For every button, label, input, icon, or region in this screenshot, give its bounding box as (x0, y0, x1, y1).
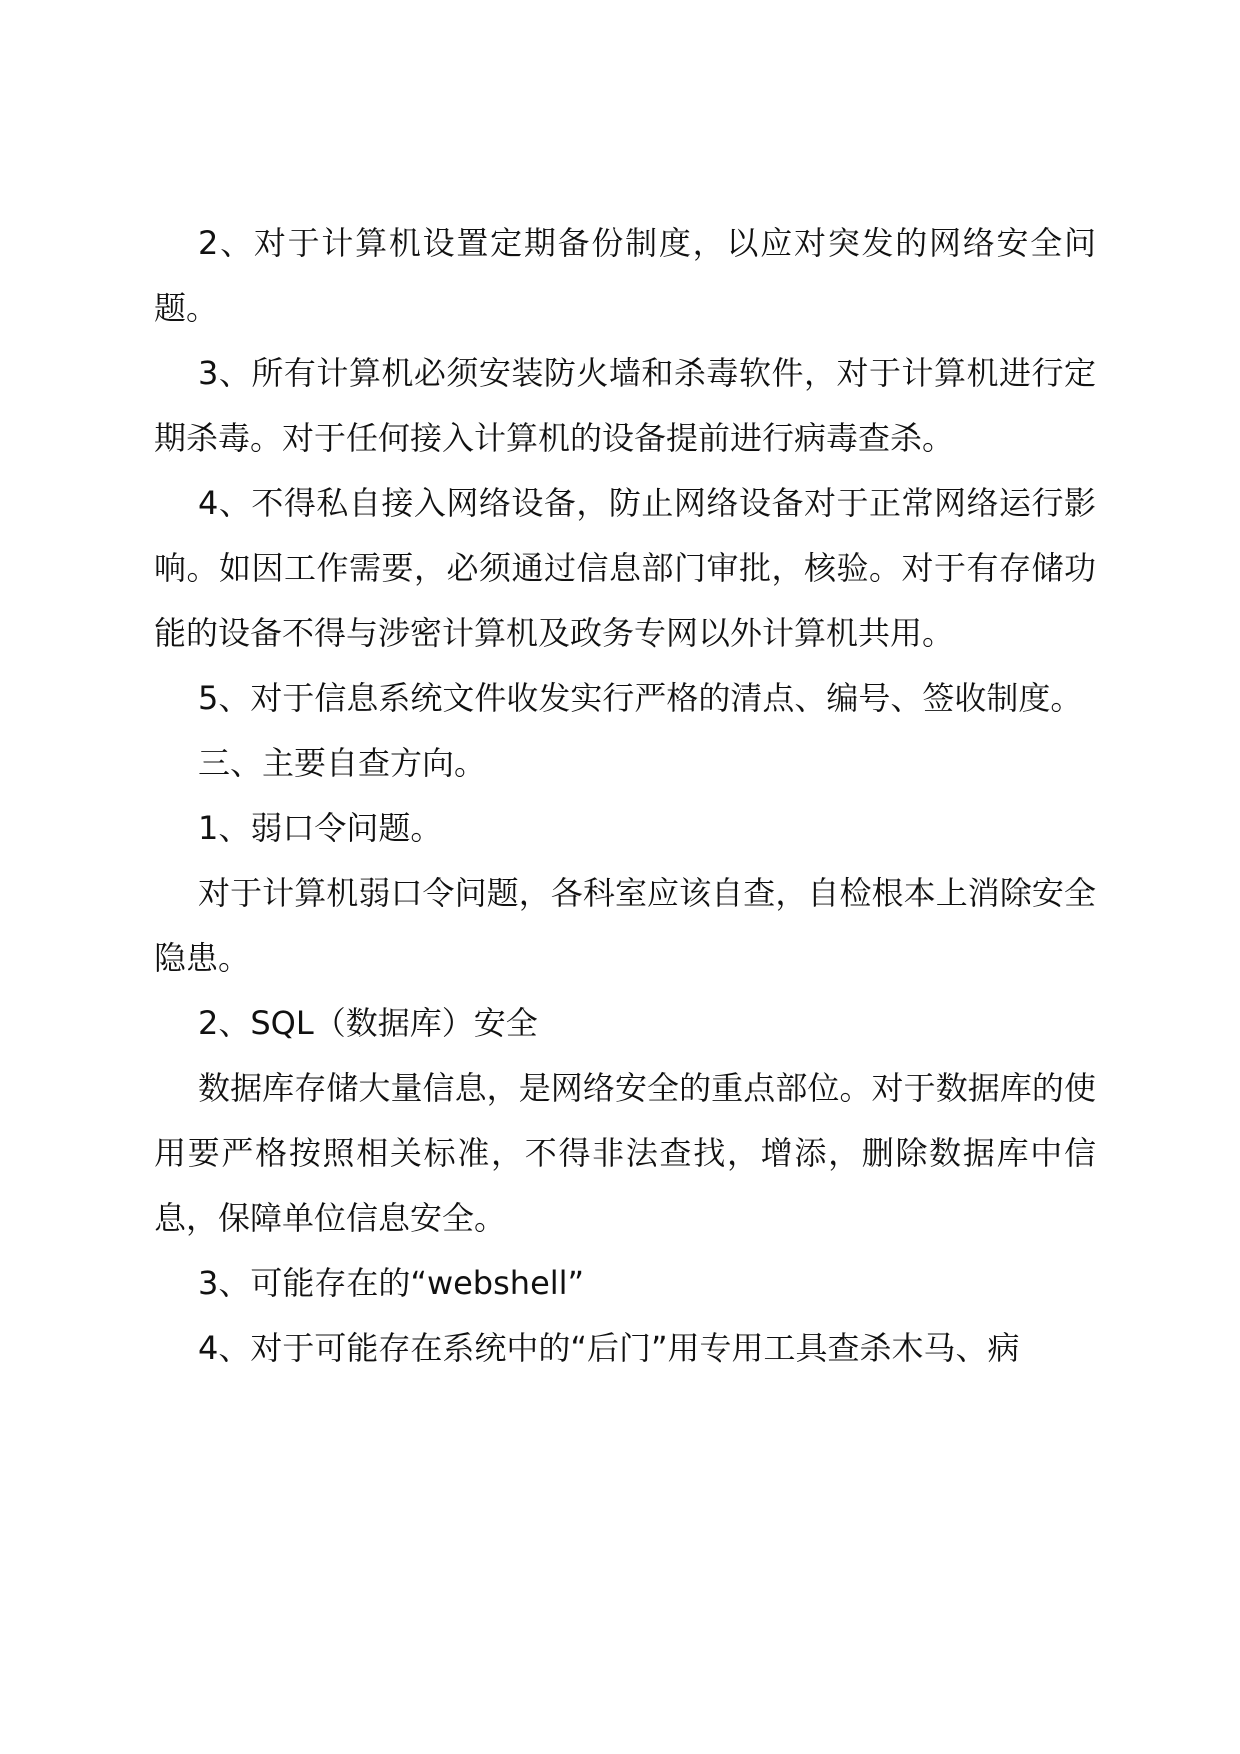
paragraph-file-handling: 5、对于信息系统文件收发实行严格的清点、编号、签收制度。 (198, 679, 1083, 717)
subheading-weak-password: 1、弱口令问题。 (198, 809, 443, 847)
subheading-sql-security: 2、SQL（数据库）安全 (198, 1004, 538, 1042)
subheading-webshell: 3、可能存在的“webshell” (198, 1264, 585, 1302)
paragraph-firewall-antivirus: 3、所有计算机必须安装防火墙和杀毒软件，对于计算机进行定期杀毒。对于任何接入计算机的设备提前进行病毒查杀。 (154, 354, 1096, 457)
paragraph-backup-policy: 2、对于计算机设置定期备份制度，以应对突发的网络安全问题。 (154, 224, 1096, 327)
paragraph-weak-password: 对于计算机弱口令问题，各科室应该自查，自检根本上消除安全隐患。 (154, 874, 1096, 977)
paragraph-sql-security: 数据库存储大量信息，是网络安全的重点部位。对于数据库的使用要严格按照相关标准，不得非法查找，增添，删除数据库中信息，保障单位信息安全。 (154, 1069, 1096, 1237)
section-heading-self-check: 三、主要自查方向。 (198, 744, 487, 782)
paragraph-backdoor: 4、对于可能存在系统中的“后门”用专用工具查杀木马、病 (198, 1329, 1020, 1367)
paragraph-network-devices: 4、不得私自接入网络设备，防止网络设备对于正常网络运行影响。如因工作需要，必须通过信息部门审批，核验。对于有存储功能的设备不得与涉密计算机及政务专网以外计算机共用。 (154, 484, 1096, 652)
document-body (154, 211, 1096, 1381)
